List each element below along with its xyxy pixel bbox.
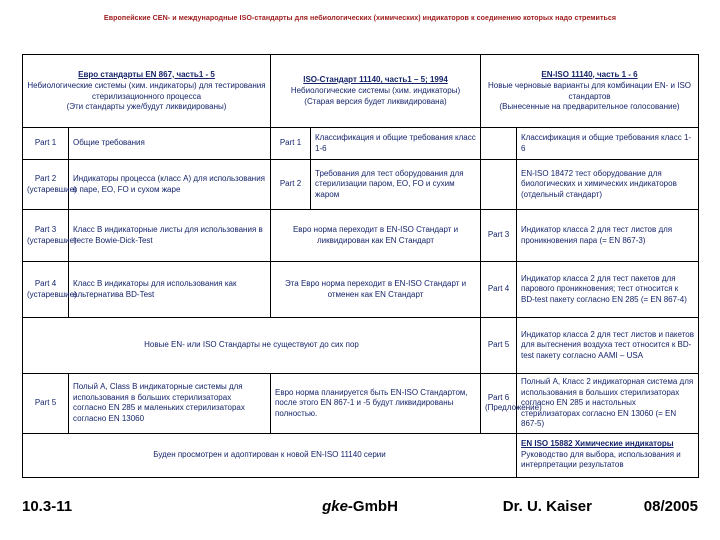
table-header-row	[23, 55, 699, 128]
company-name-rest: -Gmb	[347, 498, 388, 515]
row1-en-part: Part 1	[23, 128, 69, 160]
header-title-iso11140: ISO-Стандарт 11140, часть1 – 5; 1994	[303, 74, 448, 84]
row2-iso-part: Part 2	[271, 160, 311, 210]
standards-comparison-table	[22, 54, 699, 478]
row3-eniso-part: Part 3	[481, 210, 517, 262]
row3-en-text: Класс B индикаторные листы для использования в тесте Bowie-Dick-Test	[69, 210, 271, 262]
header-note-iso11140: (Старая версия будет ликвидирована)	[304, 96, 447, 106]
footer-row-right-cell	[517, 433, 699, 477]
row4-en-text: Класс B индикаторы для использования как альтернатива BD-Test	[69, 262, 271, 318]
row4-eniso-text: Индикатор класса 2 для тест пакетов для парового проникновения; тест относится к BD-test пакету согласно EN 285 (= EN 867-4)	[517, 262, 699, 318]
row5-eniso-text: Индикатор класса 2 для тест листов и пакетов для вытеснения воздуха тест относится к BD-test пакету согласно AAMI – USA	[517, 318, 699, 374]
row5-eniso-part: Part 5	[481, 318, 517, 374]
table-row	[23, 210, 699, 262]
date-label: 08/2005	[643, 498, 698, 515]
row1-iso-text: Классификация и общие требования класс 1-6	[311, 128, 481, 160]
row1-en-text: Общие требования	[69, 128, 271, 160]
header-sub-iso11140: Небиологические системы (хим. индикаторы)	[290, 86, 461, 96]
page-title: Европейские CEN- и международные ISO-стандарты для небиологических (химических) индикаторов к соединению которых надо стремиться	[103, 14, 617, 22]
table-footer-row	[23, 433, 699, 477]
header-cell-en867	[23, 55, 271, 128]
row4-eniso-part: Part 4	[481, 262, 517, 318]
row6-eniso-part: Part 6 (Предложение)	[481, 374, 517, 434]
slide-number: 10.3-11	[22, 498, 73, 515]
row5-en-text: Новые EN- или ISO Стандарты не существуют до сих пор	[23, 318, 481, 374]
footer-row-left-text: Буден просмотрен и адоптирован к новой EN-ISO 11140 серии	[23, 433, 517, 477]
header-sub-eniso11140: Новые черновые варианты для комбинации EN- и ISO стандартов	[488, 81, 692, 101]
row4-en-part: Part 4 (устаревшие)	[23, 262, 69, 318]
footer-row-right-title: EN ISO 15882 Химические индикаторы	[521, 439, 674, 449]
row3-eniso-text: Индикатор класса 2 для тест листов для проникновения пара (= EN 867-3)	[517, 210, 699, 262]
company-name	[0, 498, 720, 515]
row6-iso-text: Евро норма планируется быть EN-ISO Стандартом, после этого EN 867-1 и -5 будут ликвидированы полностью.	[271, 374, 481, 434]
row3-iso-text: Евро норма переходит в EN-ISO Стандарт и ликвидирован как EN Стандарт	[271, 210, 481, 262]
row2-iso-text: Требования для тест оборудования для стерилизации паром, ЕО, FO и сухим жаром	[311, 160, 481, 210]
table-row	[23, 318, 699, 374]
table-row	[23, 374, 699, 434]
row2-eniso-text: EN-ISO 18472 тест оборудование для биологических и химических индикаторов (отдельный стандарт)	[517, 160, 699, 210]
header-cell-iso11140	[271, 55, 481, 128]
table-row	[23, 262, 699, 318]
row1-eniso-text: Классификация и общие требования класс 1-6	[517, 128, 699, 160]
company-name-italic: gke	[322, 498, 348, 515]
header-note-eniso11140: (Вынесенные на предварительное голосование)	[499, 102, 680, 111]
table-row	[23, 128, 699, 160]
row1-eniso-part	[481, 128, 517, 160]
footer-row-right-text: Руководство для выбора, использования и интерпретации результатов	[521, 449, 681, 470]
company-name-tail: H	[387, 498, 398, 515]
header-sub-en867: Небиологические системы (хим. индикаторы) для тестирования стерилизационного процесса	[27, 81, 266, 101]
author-name: Dr. U. Kaiser	[502, 498, 592, 515]
row4-iso-text: Эта Евро норма переходит в EN-ISO Стандарт и отменен как EN Стандарт	[271, 262, 481, 318]
table-row	[23, 160, 699, 210]
row6-en-text: Полый A, Class B индикаторные системы для использования в больших стерилизаторах согласно EN 285 и маленьких стерилизаторах согласно EN 13060	[69, 374, 271, 434]
row6-en-part: Part 5	[23, 374, 69, 434]
row3-en-part: Part 3 (устаревшие)	[23, 210, 69, 262]
header-title-eniso11140: EN-ISO 11140, часть 1 - 6	[541, 69, 638, 79]
row2-en-part: Part 2 (устаревшие)	[23, 160, 69, 210]
row6-eniso-text: Полный A, Класс 2 индикаторная система для использования в больших стерилизаторах согласно EN 285 и настольных стерилизаторах согласно EN 13060 (= EN 867-5)	[517, 374, 699, 434]
row2-eniso-part	[481, 160, 517, 210]
slide-footer	[0, 498, 720, 528]
row1-iso-part: Part 1	[271, 128, 311, 160]
header-cell-eniso11140	[481, 55, 699, 128]
header-note-en867: (Эти стандарты уже/будут ликвидированы)	[66, 102, 227, 111]
row2-en-text: Индикаторы процесса (класс A) для использования в паре, ЕО, FO и сухом жаре	[69, 160, 271, 210]
header-title-en867: Евро стандарты EN 867, часть1 - 5	[78, 69, 215, 79]
